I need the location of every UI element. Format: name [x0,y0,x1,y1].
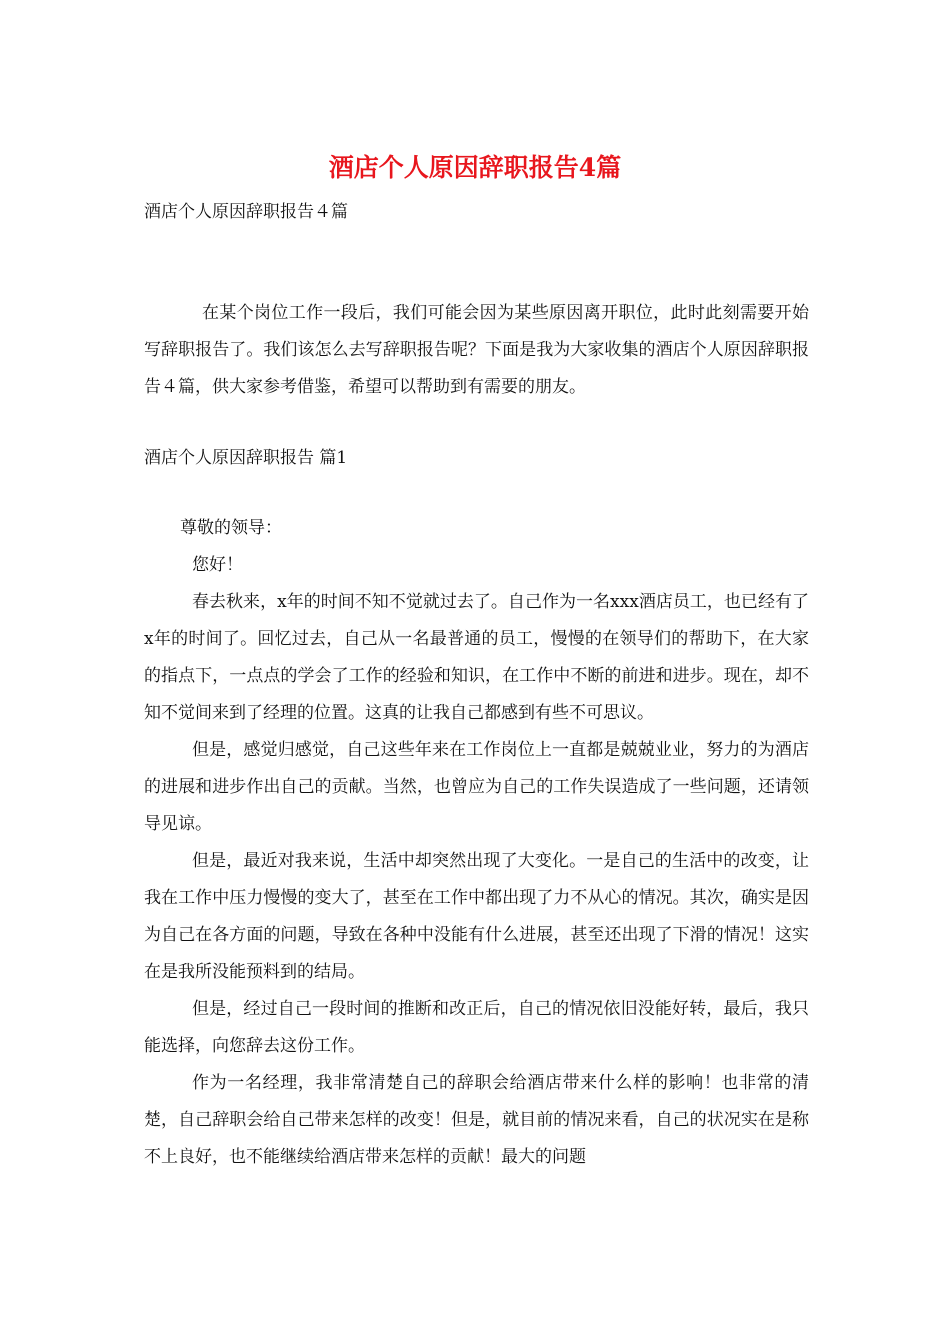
letter-paragraph: 但是，感觉归感觉，自己这些年来在工作岗位上一直都是兢兢业业，努力的为酒店的进展和进步作出自己的贡献。当然，也曾应为自己的工作失误造成了一些问题，还请领导见谅。 [144,740,809,834]
letter-salutation: 尊敬的领导： [180,518,282,538]
letter-paragraph: 但是，经过自己一段时间的推断和改正后，自己的情况依旧没能好转，最后，我只能选择，向您辞去这份工作。 [144,999,809,1056]
document-title: 酒店个人原因辞职报告4篇 [328,153,622,182]
letter-body [144,510,809,1176]
letter-paragraph: 作为一名经理，我非常清楚自己的辞职会给酒店带来什么样的影响！也非常的清楚，自己辞职会给自己带来怎样的改变！但是，就目前的情况来看，自己的状况实在是称不上良好，也不能继续给酒店带来怎样的贡献！最大的问题 [144,1073,809,1167]
section-title: 酒店个人原因辞职报告 篇1 [144,448,348,468]
letter-paragraph: 春去秋来，x年的时间不知不觉就过去了。自己作为一名xxx酒店员工，也已经有了x年的时间了。回忆过去，自己从一名最普通的员工，慢慢的在领导们的帮助下，在大家的指点下，一点点的学会了工作的经验和知识，在工作中不断的前进和进步。现在，却不知不觉间来到了经理的位置。这真的让我自己都感到有些不可思议。 [144,592,809,723]
letter-paragraph: 但是，最近对我来说，生活中却突然出现了大变化。一是自己的生活中的改变，让我在工作中压力慢慢的变大了，甚至在工作中都出现了力不从心的情况。其次，确实是因为自己在各方面的问题，导致在各种中没能有什么进展，甚至还出现了下滑的情况！这实在是我所没能预料到的结局。 [144,851,809,982]
document-subtitle: 酒店个人原因辞职报告４篇 [144,202,348,222]
intro-paragraph: 在某个岗位工作一段后，我们可能会因为某些原因离开职位，此时此刻需要开始写辞职报告了。我们该怎么去写辞职报告呢？下面是我为大家收集的酒店个人原因辞职报告４篇，供大家参考借鉴，希望可以帮助到有需要的朋友。 [144,303,809,397]
letter-greeting: 您好！ [192,555,243,575]
